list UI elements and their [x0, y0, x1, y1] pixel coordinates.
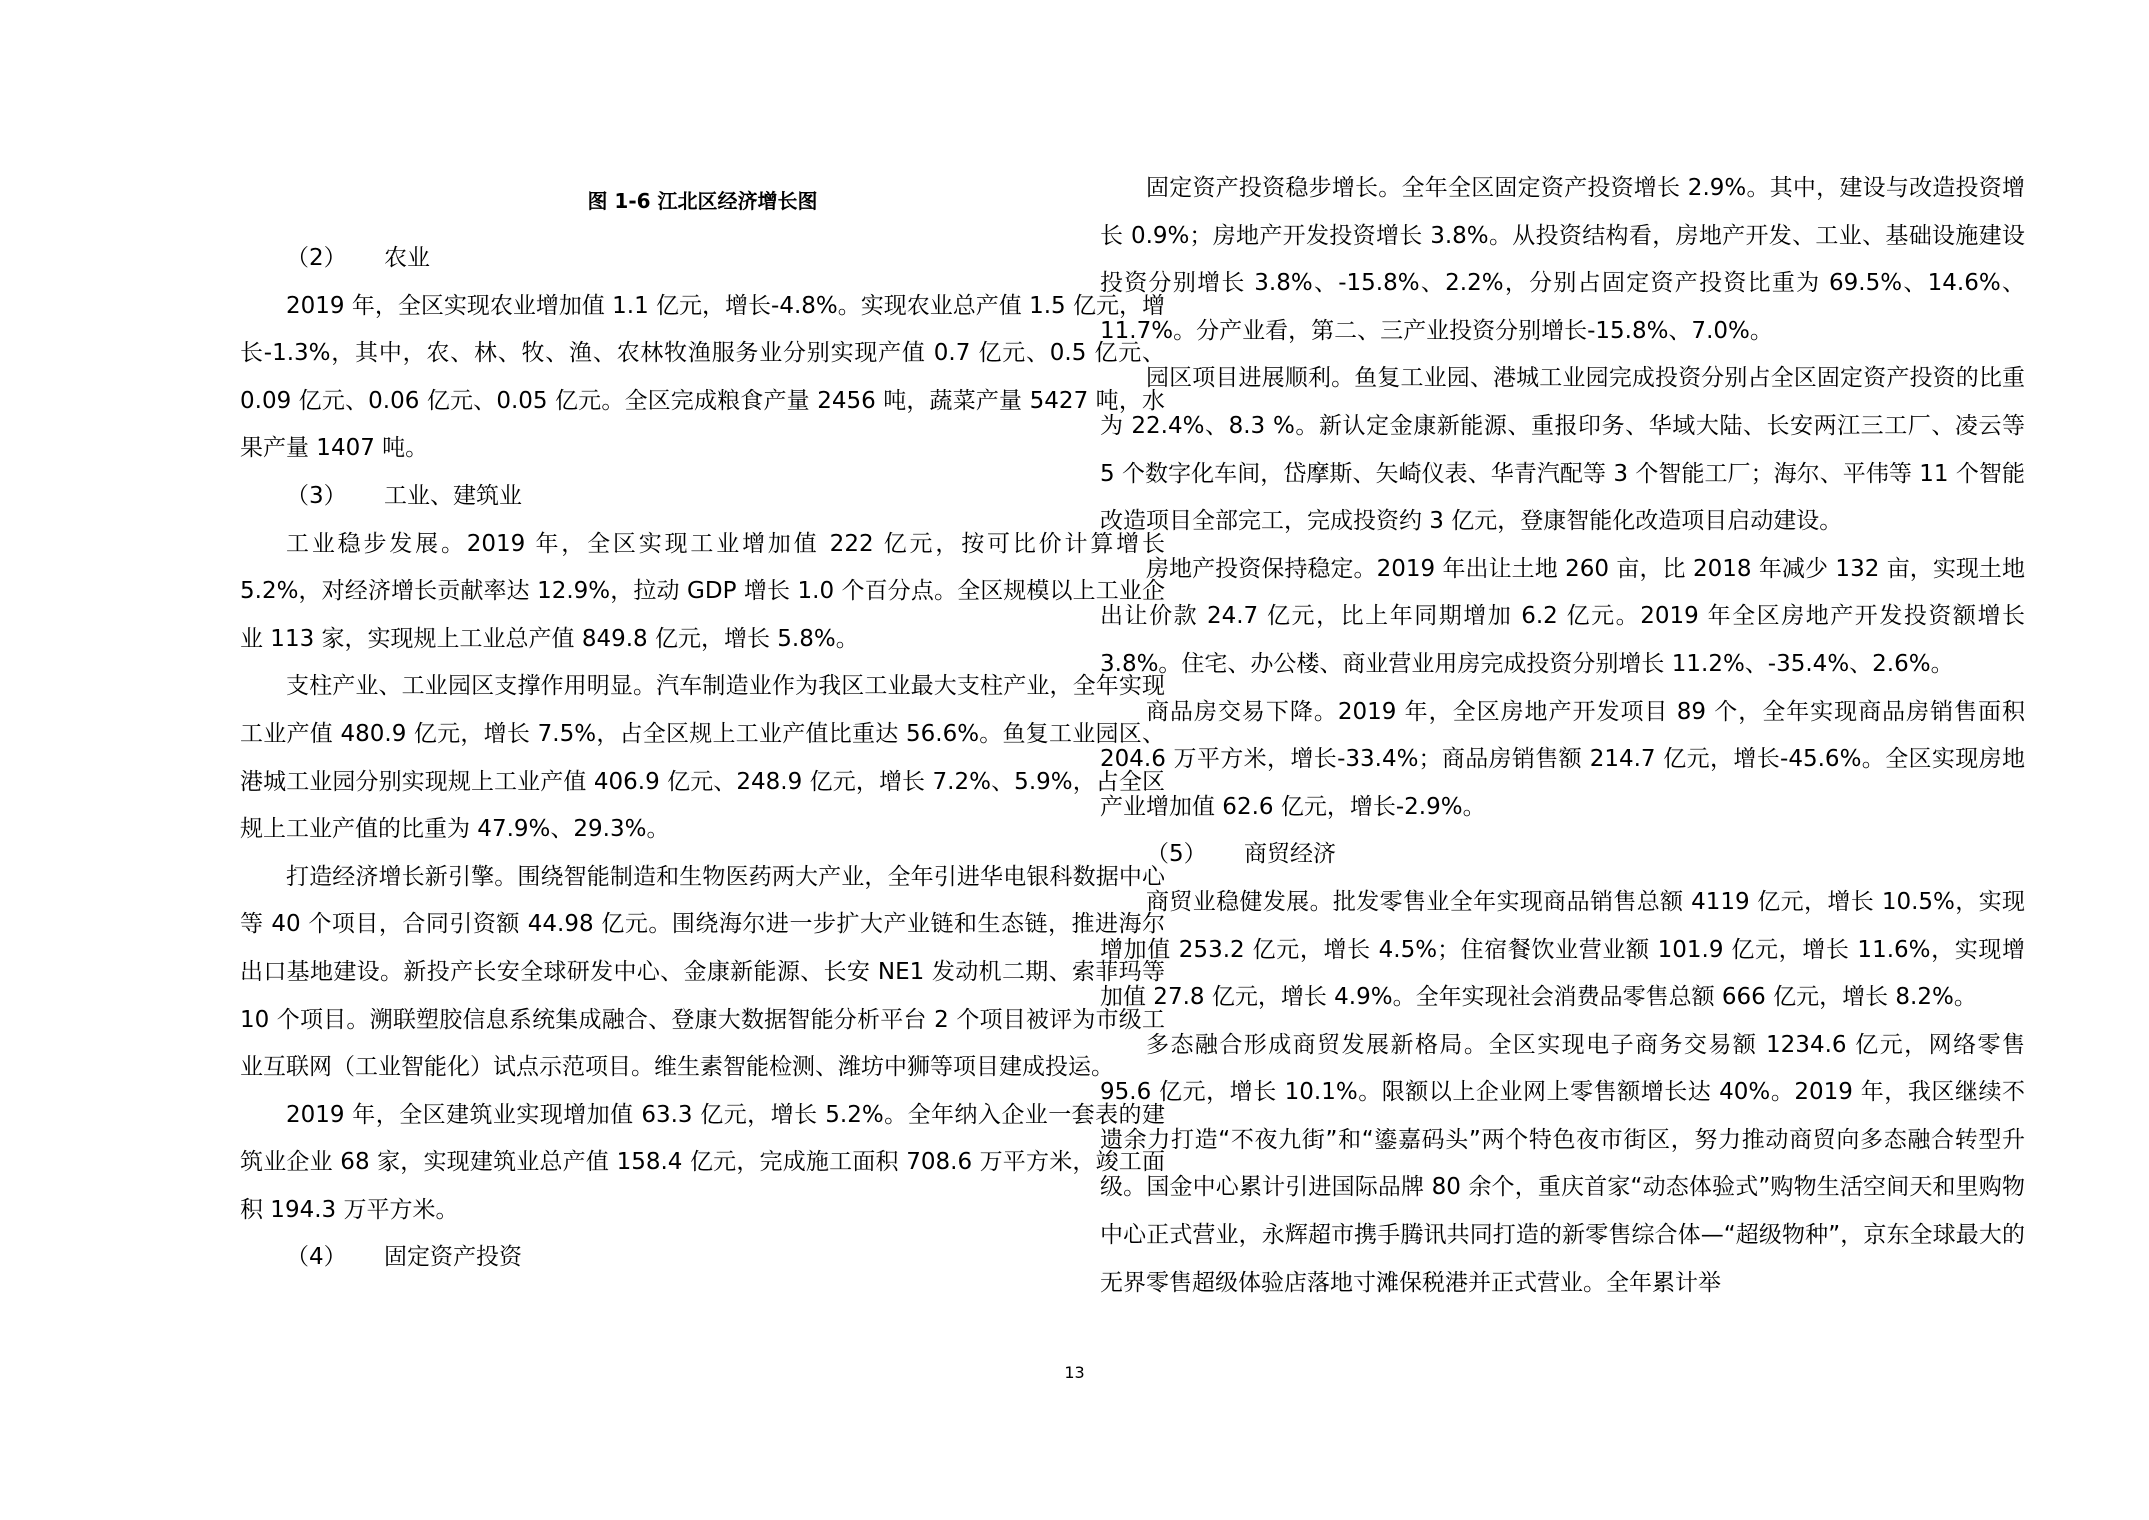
- left-column: [240, 165, 1165, 1282]
- section-title: 农业: [384, 245, 430, 271]
- paragraph: 商品房交易下降。2019 年，全区房地产开发项目 89 个，全年实现商品房销售面积 204.6 万平方米，增长-33.4%；商品房销售额 214.7 亿元，增长-45.6%。全区实现房地产业增加值 62.6 亿元，增长-2.9%。: [1100, 698, 2025, 820]
- section-title: 固定资产投资: [384, 1244, 522, 1271]
- section-title: 商贸经济: [1244, 841, 1336, 868]
- section-number: （5）: [1146, 841, 1207, 868]
- section-heading-commerce: [1100, 831, 2025, 879]
- right-column: [1100, 165, 2025, 1307]
- paragraph: 2019 年，全区建筑业实现增加值 63.3 亿元，增长 5.2%。全年纳入企业一套表的建筑业企业 68 家，实现建筑业总产值 158.4 亿元，完成施工面积 708.6 万平方米，竣工面积 194.3 万平方米。: [240, 1101, 1165, 1223]
- section-number: （4）: [286, 1244, 347, 1271]
- paragraph: 房地产投资保持稳定。2019 年出让土地 260 亩，比 2018 年减少 132 亩，实现土地出让价款 24.7 亿元，比上年同期增加 6.2 亿元。2019 年全区房地产开发投资额增长 3.8%。住宅、办公楼、商业营业用房完成投资分别增长 11.2%、-35.4%、2.6%。: [1100, 555, 2025, 677]
- paragraph: 2019 年，全区实现农业增加值 1.1 亿元，增长-4.8%。实现农业总产值 1.5 亿元，增长-1.3%，其中，农、林、牧、渔、农林牧渔服务业分别实现产值 0.7 亿元、0.5 亿元、0.09 亿元、0.06 亿元、0.05 亿元。全区完成粮食产量 2456 吨，蔬菜产量 5427 吨，水果产量 1407 吨。: [240, 292, 1165, 462]
- page-number: 13: [1064, 1363, 1085, 1382]
- section-title: 工业、建筑业: [384, 482, 522, 509]
- paragraph: 支柱产业、工业园区支撑作用明显。汽车制造业作为我区工业最大支柱产业，全年实现工业产值 480.9 亿元，增长 7.5%，占全区规上工业产值比重达 56.6%。鱼复工业园区、港城工业园分别实现规上工业产值 406.9 亿元、248.9 亿元，增长 7.2%、5.9%，占全区规上工业产值的比重为 47.9%、29.3%。: [240, 673, 1165, 843]
- section-heading-agriculture: [240, 235, 1165, 283]
- section-number: （3）: [286, 482, 347, 509]
- section-heading-fixed-assets: [240, 1234, 1165, 1282]
- paragraph: 园区项目进展顺利。鱼复工业园、港城工业园完成投资分别占全区固定资产投资的比重为 22.4%、8.3 %。新认定金康新能源、重报印务、华域大陆、长安两江三工厂、凌云等 5 个数字化车间，岱摩斯、矢崎仪表、华青汽配等 3 个智能工厂；海尔、平伟等 11 个智能改造项目全部完工，完成投资约 3 亿元，登康智能化改造项目启动建设。: [1100, 365, 2025, 535]
- section-heading-industry: [240, 473, 1165, 521]
- figure-caption: 图 1-6 江北区经济增长图: [587, 189, 818, 213]
- paragraph: 固定资产投资稳步增长。全年全区固定资产投资增长 2.9%。其中，建设与改造投资增长 0.9%；房地产开发投资增长 3.8%。从投资结构看，房地产开发、工业、基础设施建设投资分别增长 3.8%、-15.8%、2.2%，分别占固定资产投资比重为 69.5%、14.6%、11.7%。分产业看，第二、三产业投资分别增长-15.8%、7.0%。: [1100, 175, 2025, 344]
- paragraph: 多态融合形成商贸发展新格局。全区实现电子商务交易额 1234.6 亿元，网络零售 95.6 亿元，增长 10.1%。限额以上企业网上零售额增长达 40%。2019 年，我区继续不遗余力打造“不夜九街”和“鎏嘉码头”两个特色夜市街区，努力推动商贸向多态融合转型升级。国金中心累计引进国际品牌 80 余个，重庆首家“动态体验式”购物生活空间天和里购物中心正式营业，永辉超市携手腾讯共同打造的新零售综合体—“超级物种”，京东全球最大的无界零售超级体验店落地寸滩保税港并正式营业。全年累计举: [1100, 1031, 2025, 1296]
- section-number: （2）: [286, 245, 347, 271]
- paragraph: 打造经济增长新引擎。围绕智能制造和生物医药两大产业，全年引进华电银科数据中心等 40 个项目，合同引资额 44.98 亿元。围绕海尔进一步扩大产业链和生态链，推进海尔出口基地建设。新投产长安全球研发中心、金康新能源、长安 NE1 发动机二期、索菲玛等 10 个项目。溯联塑胶信息系统集成融合、登康大数据智能分析平台 2 个项目被评为市级工业互联网（工业智能化）试点示范项目。维生素智能检测、潍坊中狮等项目建成投运。: [240, 863, 1165, 1081]
- paragraph: 工业稳步发展。2019 年，全区实现工业增加值 222 亿元，按可比价计算增长 5.2%，对经济增长贡献率达 12.9%，拉动 GDP 增长 1.0 个百分点。全区规模以上工业企业 113 家，实现规上工业总产值 849.8 亿元，增长 5.8%。: [240, 530, 1165, 652]
- paragraph: 商贸业稳健发展。批发零售业全年实现商品销售总额 4119 亿元，增长 10.5%，实现增加值 253.2 亿元，增长 4.5%；住宿餐饮业营业额 101.9 亿元，增长 11.6%，实现增加值 27.8 亿元，增长 4.9%。全年实现社会消费品零售总额 666 亿元，增长 8.2%。: [1100, 888, 2025, 1011]
